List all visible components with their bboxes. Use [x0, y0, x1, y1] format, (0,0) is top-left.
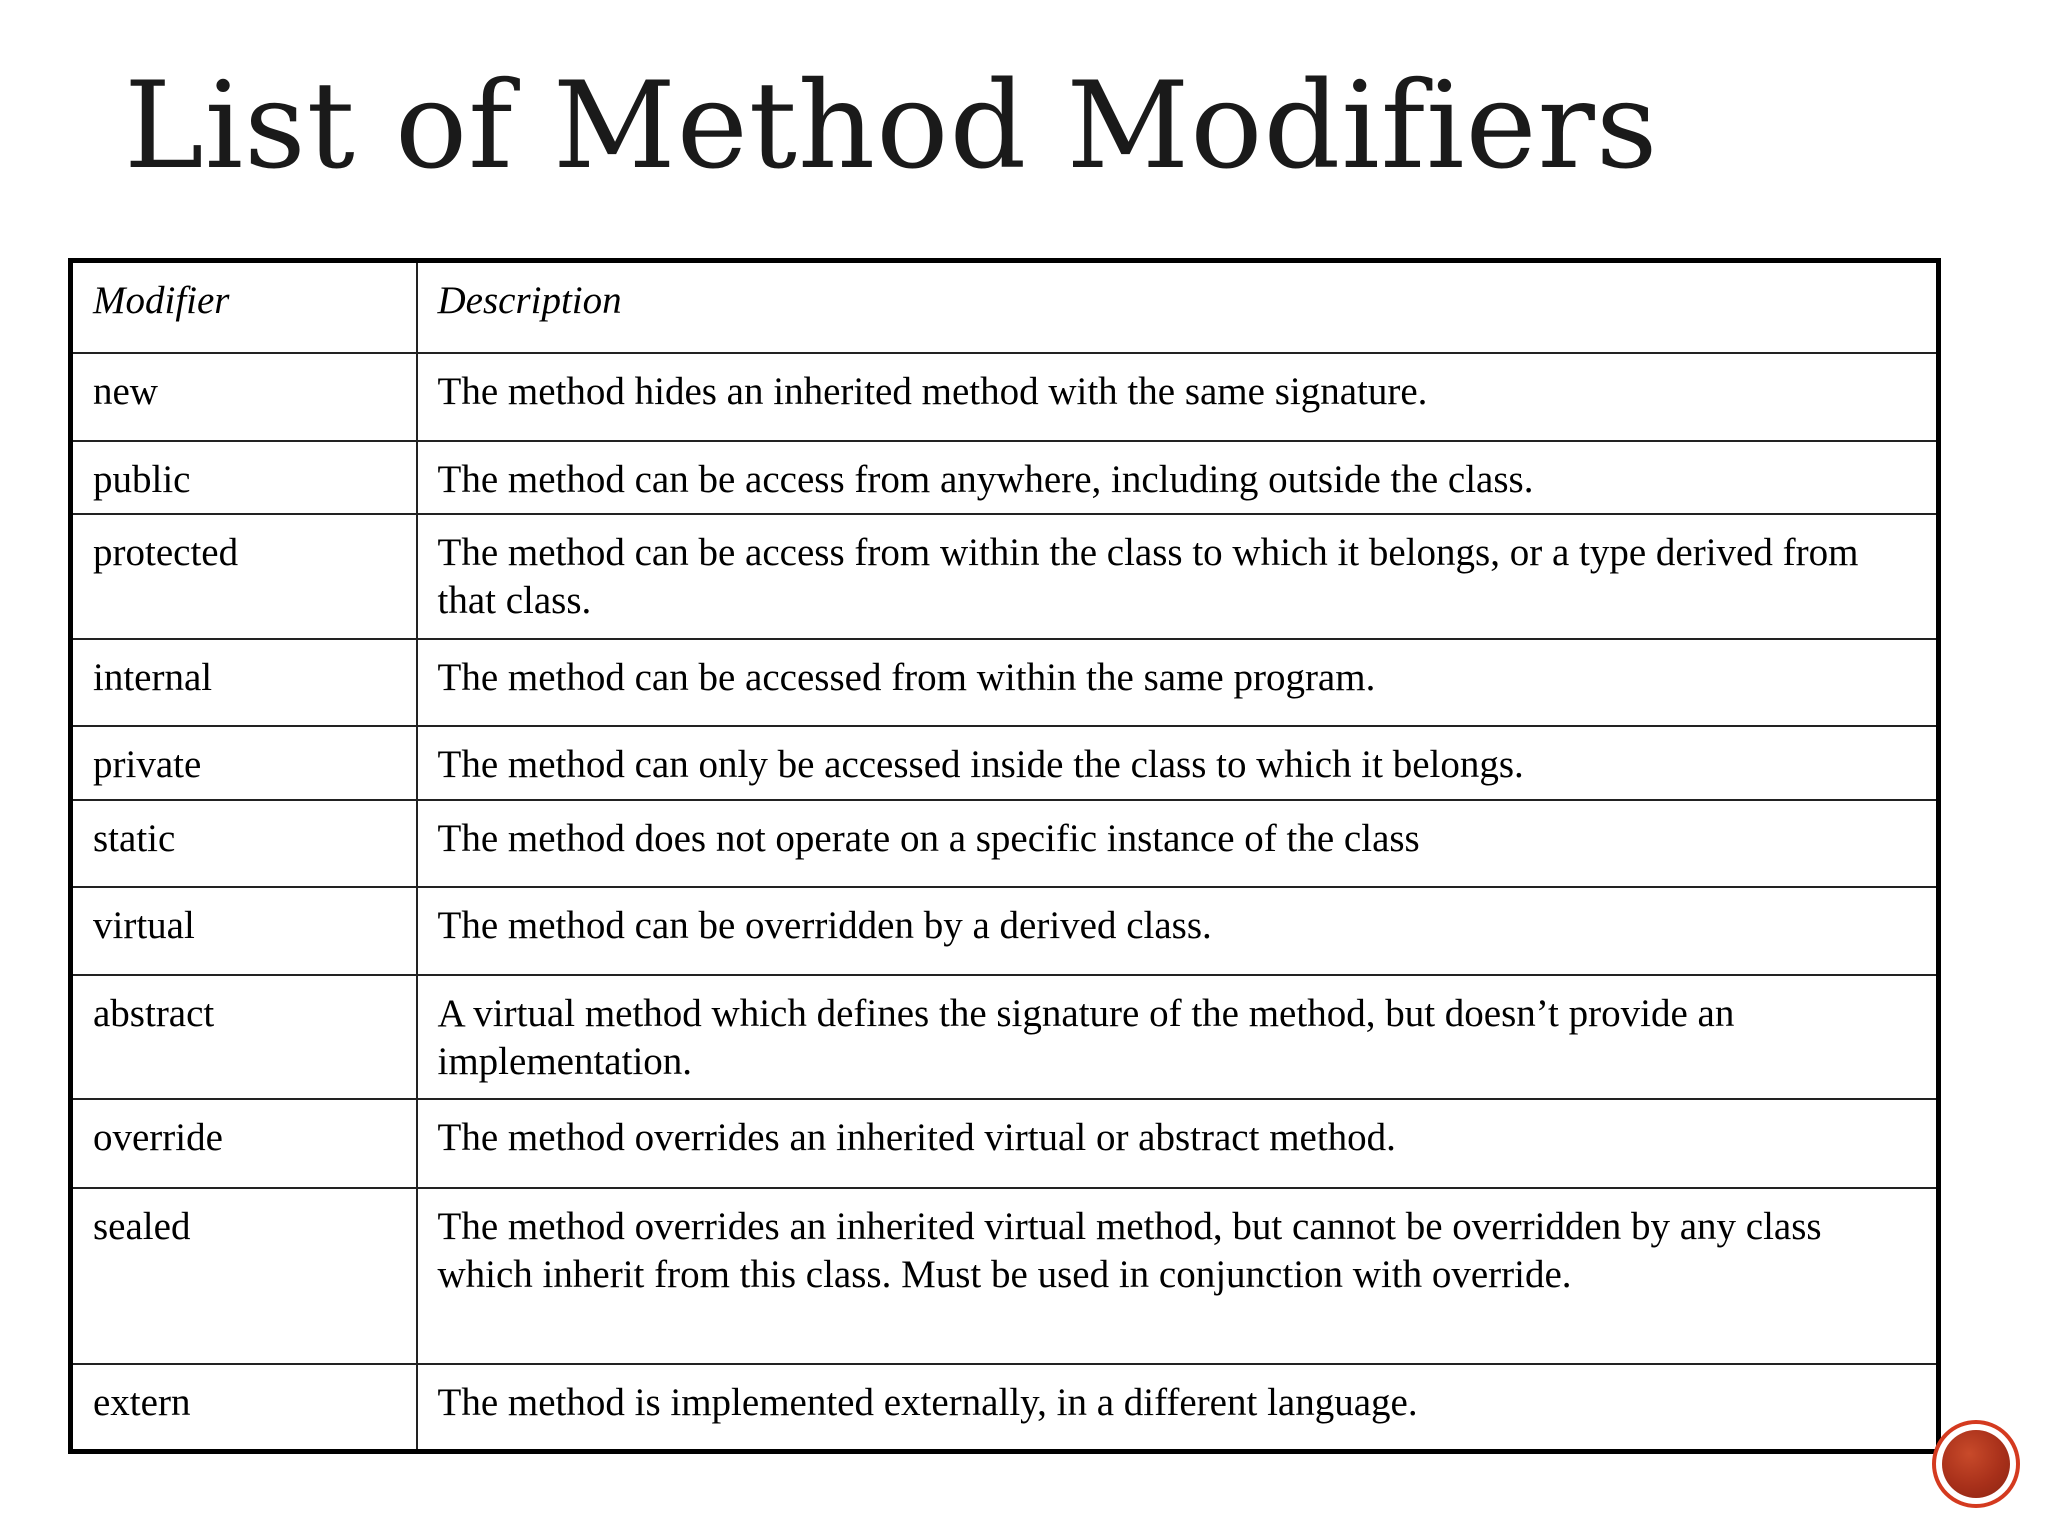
- table-row: [71, 1099, 1939, 1188]
- table-row: [71, 1188, 1939, 1364]
- modifiers-table: [68, 258, 1941, 1454]
- modifier-cell: protected: [71, 514, 417, 639]
- modifier-cell: virtual: [71, 887, 417, 975]
- modifier-cell: sealed: [71, 1188, 417, 1364]
- table-row: [71, 353, 1939, 441]
- modifier-cell: new: [71, 353, 417, 441]
- modifier-cell: abstract: [71, 975, 417, 1100]
- header-modifier: Modifier: [71, 261, 417, 354]
- table-row: [71, 639, 1939, 727]
- table-header-row: [71, 261, 1939, 354]
- modifier-cell: override: [71, 1099, 417, 1188]
- logo-inner-disc: [1942, 1430, 2010, 1498]
- table-row: [71, 441, 1939, 514]
- red-circle-logo-icon: [1932, 1420, 2020, 1508]
- header-description: Description: [417, 261, 1939, 354]
- slide-title: List of Method Modifiers: [124, 57, 1659, 196]
- table-row: [71, 726, 1939, 799]
- modifier-cell: public: [71, 441, 417, 514]
- modifier-cell: internal: [71, 639, 417, 727]
- description-cell: The method can be access from anywhere, including outside the class.: [417, 441, 1939, 514]
- description-cell: The method hides an inherited method with the same signature.: [417, 353, 1939, 441]
- modifier-cell: static: [71, 800, 417, 888]
- description-cell: The method does not operate on a specific instance of the class: [417, 800, 1939, 888]
- table-row: [71, 1364, 1939, 1452]
- description-cell: The method can only be accessed inside the class to which it belongs.: [417, 726, 1939, 799]
- description-cell: The method is implemented externally, in a different language.: [417, 1364, 1939, 1452]
- description-cell: A virtual method which defines the signature of the method, but doesn’t provide an implementation.: [417, 975, 1939, 1100]
- table-row: [71, 800, 1939, 888]
- description-cell: The method can be overridden by a derived class.: [417, 887, 1939, 975]
- description-cell: The method can be accessed from within the same program.: [417, 639, 1939, 727]
- description-cell: The method can be access from within the class to which it belongs, or a type derived from that class.: [417, 514, 1939, 639]
- description-cell: The method overrides an inherited virtual method, but cannot be overridden by any class which inherit from this class. Must be used in conjunction with override.: [417, 1188, 1939, 1364]
- description-cell: The method overrides an inherited virtual or abstract method.: [417, 1099, 1939, 1188]
- table-row: [71, 975, 1939, 1100]
- table-row: [71, 887, 1939, 975]
- modifier-cell: extern: [71, 1364, 417, 1452]
- modifier-cell: private: [71, 726, 417, 799]
- table-row: [71, 514, 1939, 639]
